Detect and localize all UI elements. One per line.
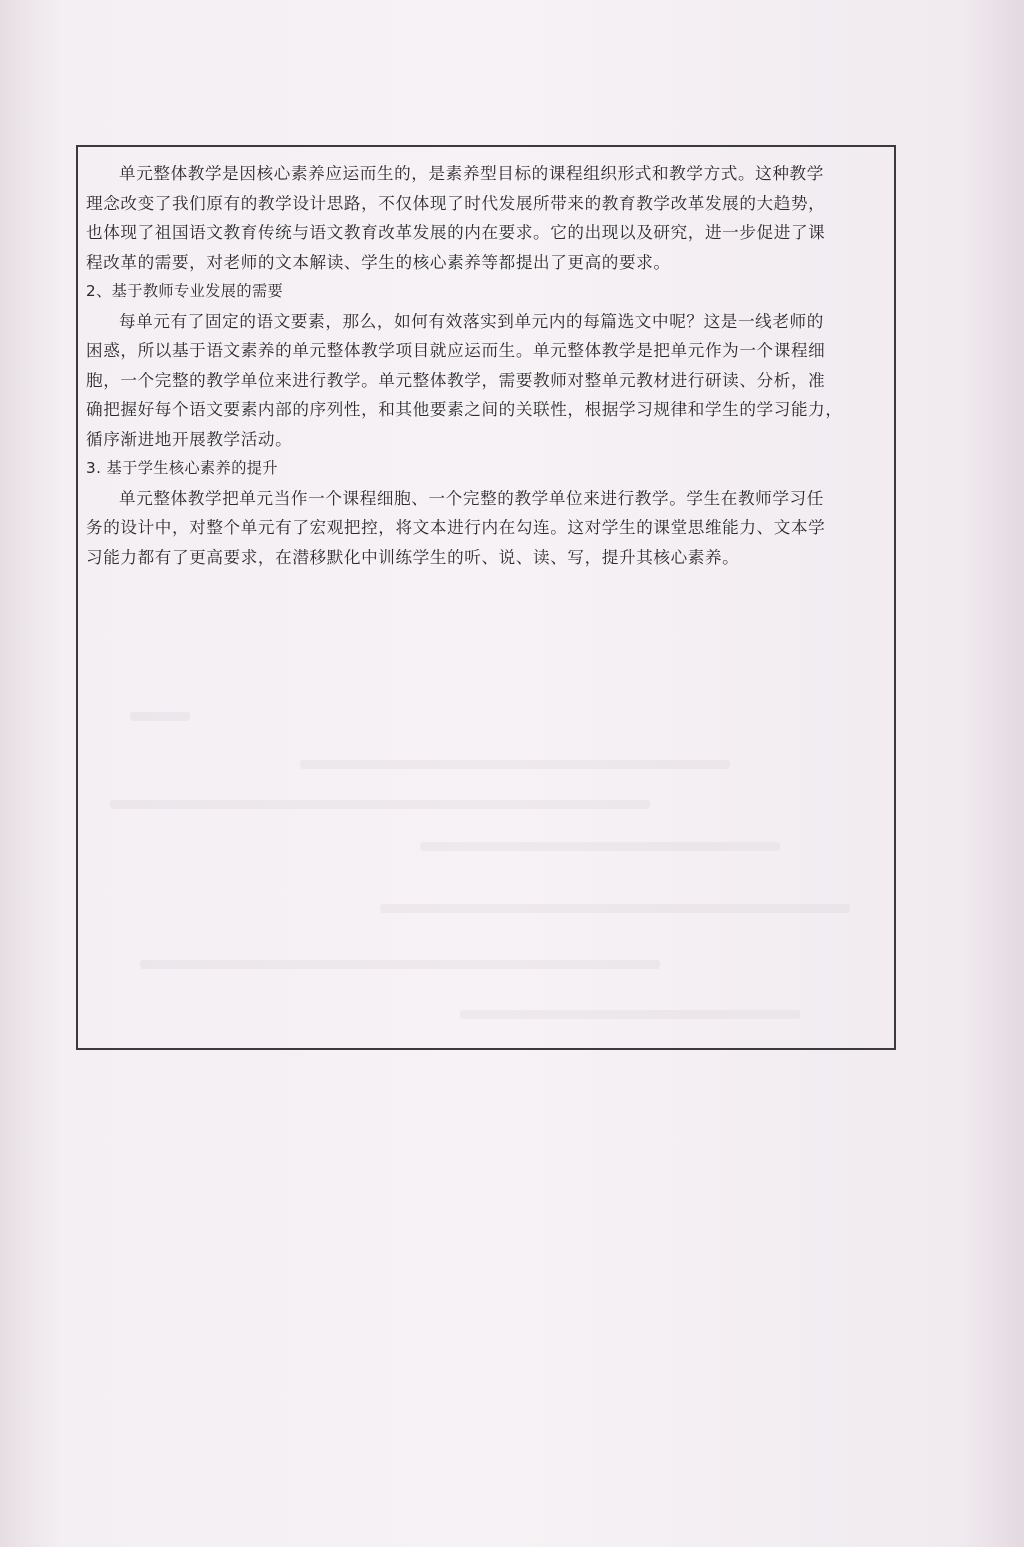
text-content: [86, 159, 890, 572]
paragraph-line: 困惑，所以基于语文素养的单元整体教学项目就应运而生。单元整体教学是把单元作为一个课程细: [86, 341, 826, 360]
paragraph-line: 确把握好每个语文要素内部的序列性，和其他要素之间的关联性，根据学习规律和学生的学习能力，: [86, 400, 843, 419]
paragraph-line: 理念改变了我们原有的教学设计思路，不仅体现了时代发展所带来的教育教学改革发展的大趋势，: [86, 193, 826, 213]
paragraph-line: 每单元有了固定的语文要素，那么，如何有效落实到单元内的每篇选文中呢？这是一线老师的: [119, 311, 824, 331]
paragraph-line: 务的设计中，对整个单元有了宏观把控，将文本进行内在勾连。这对学生的课堂思维能力、文本学: [86, 518, 826, 537]
paragraph-line: 单元整体教学是因核心素养应运而生的，是素养型目标的课程组织形式和教学方式。这种教学: [119, 164, 824, 183]
section-heading: 3. 基于学生核心素养的提升: [86, 459, 278, 477]
paragraph-line: 习能力都有了更高要求，在潜移默化中训练学生的听、说、读、写，提升其核心素养。: [86, 547, 740, 567]
paragraph-line: 胞，一个完整的教学单位来进行教学。单元整体教学，需要教师对整单元教材进行研读、分析，准: [86, 370, 826, 390]
paragraph-line: 程改革的需要，对老师的文本解读、学生的核心素养等都提出了更高的要求。: [86, 252, 671, 272]
paragraph-line: 单元整体教学把单元当作一个课程细胞、一个完整的教学单位来进行教学。学生在教师学习任: [119, 488, 824, 508]
paragraph-line: 也体现了祖国语文教育传统与语文教育改革发展的内在要求。它的出现以及研究，进一步促进了课: [86, 223, 826, 242]
section-heading: 2、基于教师专业发展的需要: [86, 282, 284, 300]
bordered-text-box: [76, 145, 896, 1050]
paragraph-line: 循序渐进地开展教学活动。: [86, 429, 293, 449]
